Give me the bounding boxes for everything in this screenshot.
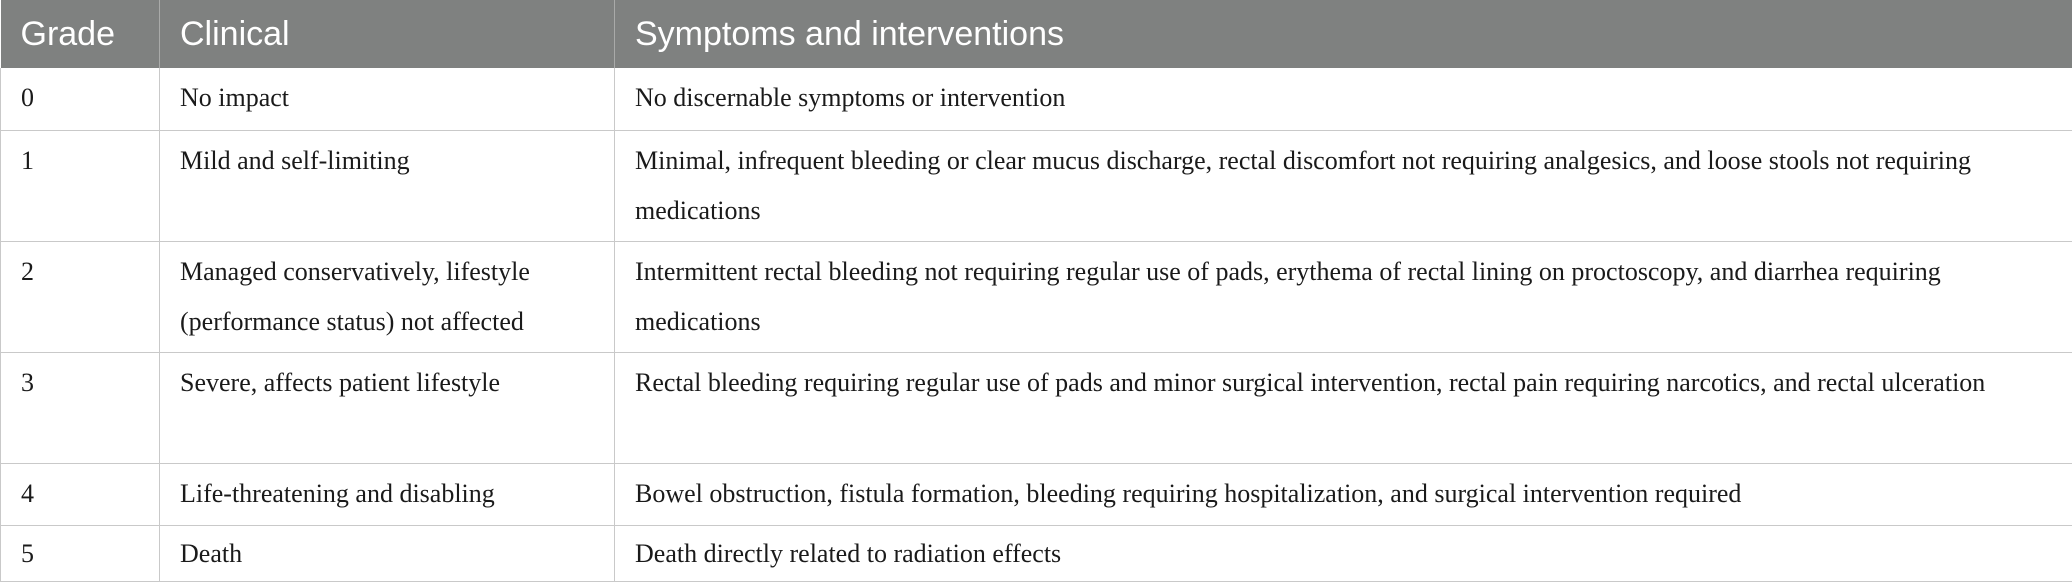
cell-clinical: No impact <box>160 68 615 130</box>
cell-grade: 1 <box>1 130 160 241</box>
cell-clinical: Mild and self-limiting <box>160 130 615 241</box>
cell-symptoms: No discernable symptoms or intervention <box>615 68 2072 130</box>
cell-grade: 3 <box>1 352 160 463</box>
header-row <box>1 0 2072 68</box>
header-grade: Grade <box>1 0 160 68</box>
header-clinical: Clinical <box>160 0 615 68</box>
cell-symptoms: Intermittent rectal bleeding not requiring regular use of pads, erythema of rectal lining on proctoscopy, and diarrhea requiring medications <box>615 241 2072 352</box>
cell-grade: 0 <box>1 68 160 130</box>
table-row <box>1 130 2072 241</box>
table-row <box>1 525 2072 581</box>
cell-symptoms: Rectal bleeding requiring regular use of pads and minor surgical intervention, rectal pain requiring narcotics, and rectal ulceration <box>615 352 2072 463</box>
cell-clinical: Severe, affects patient lifestyle <box>160 352 615 463</box>
table-header <box>1 0 2072 68</box>
cell-grade: 2 <box>1 241 160 352</box>
table-row <box>1 463 2072 525</box>
cell-clinical: Managed conservatively, lifestyle (performance status) not affected <box>160 241 615 352</box>
header-symptoms: Symptoms and interventions <box>615 0 2072 68</box>
table-body <box>1 68 2072 581</box>
cell-symptoms: Minimal, infrequent bleeding or clear mucus discharge, rectal discomfort not requiring analgesics, and loose stools not requiring medications <box>615 130 2072 241</box>
cell-grade: 4 <box>1 463 160 525</box>
table-row <box>1 68 2072 130</box>
cell-symptoms: Bowel obstruction, fistula formation, bleeding requiring hospitalization, and surgical intervention required <box>615 463 2072 525</box>
cell-clinical: Death <box>160 525 615 581</box>
cell-grade: 5 <box>1 525 160 581</box>
table-row <box>1 352 2072 463</box>
table-row <box>1 241 2072 352</box>
cell-clinical: Life-threatening and disabling <box>160 463 615 525</box>
cell-symptoms: Death directly related to radiation effects <box>615 525 2072 581</box>
